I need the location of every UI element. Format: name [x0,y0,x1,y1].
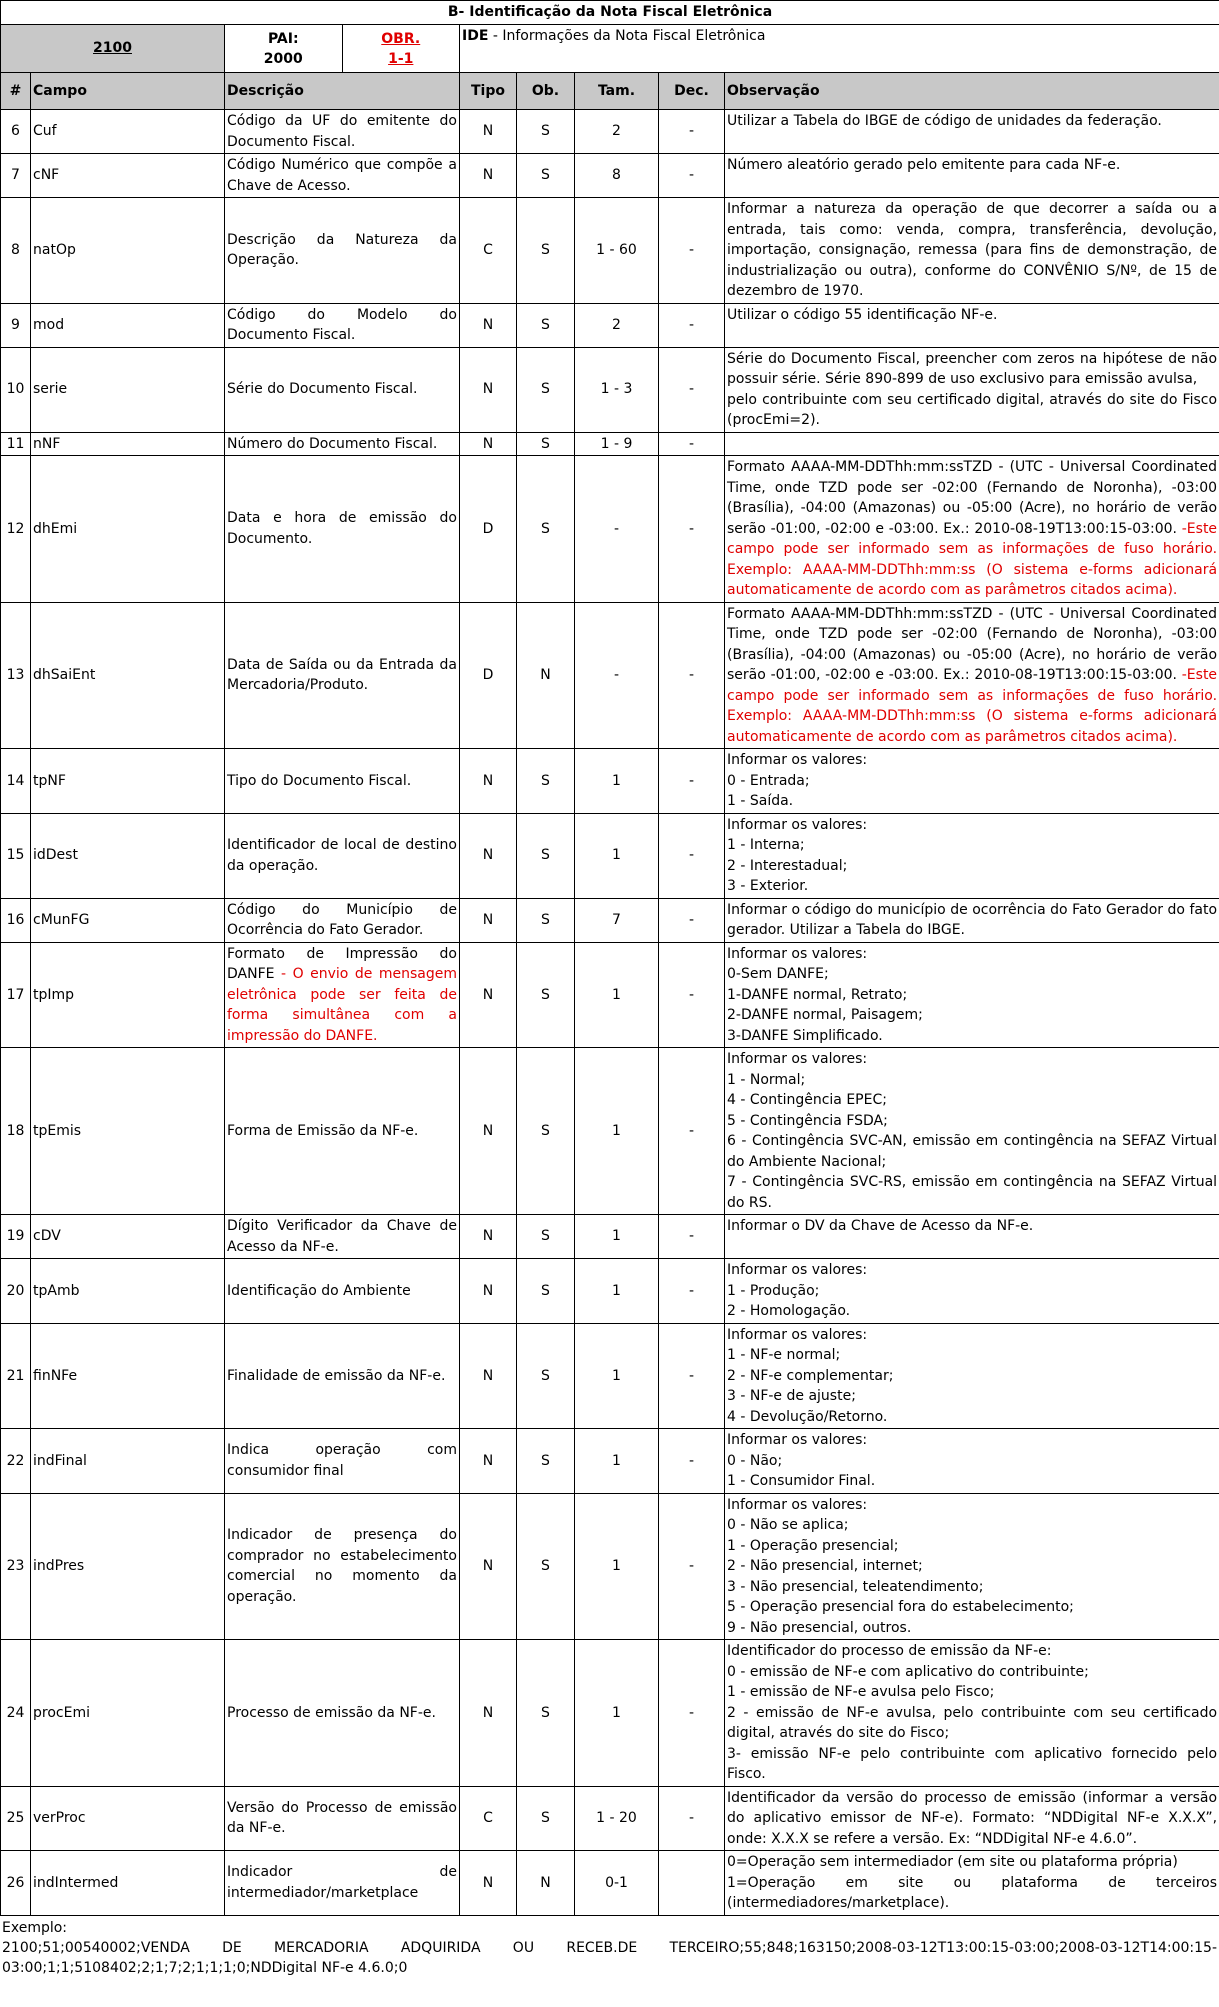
column-headers [1,73,1219,110]
description-text: Processo de emissão da NF-e. [227,1704,436,1721]
description-text: Indicador de presença do comprador no estabelecimento comercial no momento da operação. [227,1527,457,1605]
table-row [1,198,1219,304]
description-note: - O envio de mensagem eletrônica pode ser feita de forma simultânea com a impressão do DANFE. [227,966,457,1044]
field-tipo: N [460,347,517,432]
observacao-line: Identificador da versão do processo de emissão (informar a versão do aplicativo emissor de NF-e). Formato: “NDDigital NF-e X.X.X”, onde: X.X.X se refere a versão. Ex: “NDDigital NF-e 4.6.0”. [727,1789,1218,1847]
example-label: Exemplo: [2,1919,68,1936]
observacao-line: Informar os valores: [727,1326,868,1343]
row-number: 25 [1,1786,31,1851]
field-tam: 1 [575,1493,659,1640]
field-tam: 2 [575,110,659,154]
observacao-line: 1 - emissão de NF-e avulsa pelo Fisco; [727,1684,995,1700]
field-dec: - [659,198,725,304]
field-tam: 1 - 9 [575,432,659,456]
observacao-line: 1 - Normal; [727,1071,806,1088]
observacao-line: 0 - Não se aplica; [727,1517,849,1533]
field-name: mod [31,303,225,347]
observacao-line: 7 - Contingência SVC-RS, emissão em contingência na SEFAZ Virtual do RS. [727,1174,1218,1211]
field-ob: S [517,303,575,347]
field-observacao [725,1259,1219,1324]
table-row [1,347,1219,432]
field-description [225,813,460,898]
description-text: Número do Documento Fiscal. [227,435,438,452]
observacao-line: 0-Sem DANFE; [727,966,829,982]
description-text: Código do Modelo do Documento Fiscal. [227,306,457,343]
field-name: Cuf [31,110,225,154]
group-header [1,25,1219,73]
field-description [225,1259,460,1324]
observacao-line: Informar os valores: [727,1496,868,1513]
row-number: 24 [1,1640,31,1787]
field-description [225,1851,460,1916]
field-tam: 1 [575,942,659,1048]
description-text: Formato de Impressão do DANFE [227,945,457,982]
description-text: Versão do Processo de emissão da NF-e. [227,1799,457,1837]
observacao-line: Informar o DV da Chave de Acesso da NF-e. [727,1218,1034,1234]
field-dec: - [659,154,725,198]
observacao-line: 1 - Interna; [727,837,805,853]
field-observacao [725,1493,1219,1640]
field-tam: 1 [575,1048,659,1215]
col-num: # [1,73,31,110]
field-description [225,1493,460,1640]
observacao-line: Utilizar a Tabela do IBGE de código de unidades da federação. [727,113,1162,129]
field-dec: - [659,749,725,814]
field-description [225,1048,460,1215]
field-dec: - [659,942,725,1048]
field-dec: - [659,456,725,603]
col-tam: Tam. [575,73,659,110]
col-tipo: Tipo [460,73,517,110]
observacao-line: 2-DANFE normal, Paisagem; [727,1007,923,1023]
field-observacao [725,942,1219,1048]
field-dec: - [659,898,725,942]
field-tipo: N [460,1640,517,1787]
field-name: idDest [31,813,225,898]
table-row [1,456,1219,603]
field-tipo: N [460,749,517,814]
observacao-line: Informar os valores: [727,816,868,833]
field-tam: 1 - 20 [575,1786,659,1851]
field-ob: S [517,1215,575,1259]
field-name: natOp [31,198,225,304]
field-observacao [725,1048,1219,1215]
ide-description [460,25,1219,73]
field-dec: - [659,1429,725,1494]
field-tipo: N [460,898,517,942]
field-name: tpNF [31,749,225,814]
table-row [1,749,1219,814]
description-text: Código Numérico que compõe a Chave de Acesso. [227,157,457,194]
group-code: 2100 [1,25,225,73]
field-ob: S [517,942,575,1048]
field-ob: N [517,1851,575,1916]
field-tam: 1 [575,1323,659,1429]
field-tipo: D [460,456,517,603]
table-row [1,1493,1219,1640]
observacao-line: Informar o código do município de ocorrência do Fato Gerador do fato gerador. Utilizar a Tabela do IBGE. [727,901,1218,938]
field-description [225,898,460,942]
row-number: 20 [1,1259,31,1324]
field-observacao [725,303,1219,347]
field-tam: 1 [575,1640,659,1787]
field-observacao [725,1323,1219,1429]
field-tipo: D [460,602,517,749]
field-description [225,1429,460,1494]
field-dec: - [659,602,725,749]
field-dec: - [659,1493,725,1640]
ide-text: - Informações da Nota Fiscal Eletrônica [488,28,766,44]
field-name: nNF [31,432,225,456]
observacao-line: pelo contribuinte com seu certificado digital, através do site do Fisco (procEmi=2). [727,391,1218,428]
field-description [225,749,460,814]
field-description [225,602,460,749]
row-number: 19 [1,1215,31,1259]
field-tipo: N [460,1429,517,1494]
table-row [1,432,1219,456]
description-text: Indica operação com consumidor final [227,1442,457,1479]
row-number: 18 [1,1048,31,1215]
field-dec: - [659,813,725,898]
description-text: Código da UF do emitente do Documento Fiscal. [227,113,457,150]
field-description [225,1323,460,1429]
field-ob: S [517,347,575,432]
field-ob: S [517,1429,575,1494]
field-ob: S [517,110,575,154]
field-observacao [725,898,1219,942]
table-row [1,1048,1219,1215]
observacao-line: 5 - Contingência FSDA; [727,1112,888,1129]
field-tipo: C [460,1786,517,1851]
field-name: tpAmb [31,1259,225,1324]
observacao-line: 1 - Saída. [727,793,794,809]
field-tipo: N [460,1851,517,1916]
observacao-line: 2 - Não presencial, internet; [727,1558,923,1574]
observacao-line: Informar os valores: [727,1432,868,1448]
field-dec: - [659,1048,725,1215]
field-ob: S [517,813,575,898]
observacao-line: 0 - emissão de NF-e com aplicativo do contribuinte; [727,1663,1089,1680]
field-tipo: N [460,303,517,347]
field-name: procEmi [31,1640,225,1787]
row-number: 16 [1,898,31,942]
observacao-line: 1 - NF-e normal; [727,1347,841,1363]
field-description [225,942,460,1048]
field-observacao [725,198,1219,304]
field-name: tpEmis [31,1048,225,1215]
field-description [225,432,460,456]
field-name: dhSaiEnt [31,602,225,749]
field-tipo: N [460,1493,517,1640]
field-tipo: N [460,1215,517,1259]
field-dec: - [659,347,725,432]
pai-cell [225,25,342,72]
observacao-line: Informar os valores: [727,1262,868,1278]
field-description [225,1640,460,1787]
field-observacao [725,1215,1219,1259]
field-name: cMunFG [31,898,225,942]
observacao-line: Série do Documento Fiscal, preencher com zeros na hipótese de não possuir série. Série 890-899 de uso exclusivo para emissão avulsa, [727,350,1218,387]
example-text-line1: 2100;51;00540002;VENDA DE MERCADORIA ADQUIRIDA OU RECEB.DE TERCEIRO;55;848;163150;2008-03-12T13:00:15-03:00;2008-03-12T14:00:15- [2,1939,1217,1956]
field-tam: 1 - 60 [575,198,659,304]
field-dec: - [659,1323,725,1429]
field-name: cNF [31,154,225,198]
table-row [1,602,1219,749]
observacao-line: Informar os valores: [727,752,868,768]
field-observacao [725,432,1219,456]
row-number: 23 [1,1493,31,1640]
obr-cell [342,25,459,72]
observacao-note: -Este campo pode ser informado sem as informações de fuso horário. Exemplo: AAAA-MM-DDThh:mm:ss (O sistema e-forms adicionará automaticamente de acordo com as parâmetros citados acima). [727,667,1218,745]
field-observacao [725,1786,1219,1851]
row-number: 6 [1,110,31,154]
field-ob: N [517,602,575,749]
field-name: cDV [31,1215,225,1259]
field-dec: - [659,1640,725,1787]
row-number: 17 [1,942,31,1048]
field-ob: S [517,154,575,198]
field-description [225,198,460,304]
field-tam: 7 [575,898,659,942]
description-text: Tipo do Documento Fiscal. [227,772,412,789]
observacao-line: Informar os valores: [727,1051,868,1067]
field-dec: - [659,1259,725,1324]
field-ob: S [517,749,575,814]
observacao-line: Identificador do processo de emissão da NF-e: [727,1643,1052,1659]
field-observacao [725,749,1219,814]
observacao-line: 0 - Entrada; [727,772,810,789]
field-ob: S [517,1323,575,1429]
field-tipo: N [460,1259,517,1324]
observacao-line: Informar a natureza da operação de que decorrer a saída ou a entrada, tais como: venda, compra, transferência, devolução, importação, consignação, remessa (para fins de demonstração, de industrialização ou outra), conforme do CONVÊNIO S/Nº, de 15 de dezembro de 1970. [727,201,1218,299]
row-number: 10 [1,347,31,432]
example-text-line2: 03:00;1;1;5108402;2;1;7;2;1;1;1;0;NDDigital NF-e 4.6.0;0 [2,1959,408,1976]
row-number: 22 [1,1429,31,1494]
col-campo: Campo [31,73,225,110]
table-row [1,110,1219,154]
table-row [1,1323,1219,1429]
field-observacao [725,1429,1219,1494]
field-tam: 2 [575,303,659,347]
col-ob: Ob. [517,73,575,110]
field-tipo: N [460,110,517,154]
field-tipo: N [460,1323,517,1429]
observacao-line: 1 - Consumidor Final. [727,1473,876,1489]
field-description [225,1215,460,1259]
description-text: Forma de Emissão da NF-e. [227,1122,419,1139]
row-number: 21 [1,1323,31,1429]
group-meta [225,25,460,73]
observacao-text: Formato AAAA-MM-DDThh:mm:ssTZD - (UTC - Universal Coordinated Time, onde TZD pode ser -02:00 (Fernando de Noronha), -03:00 (Brasília), -04:00 (Amazonas) ou -05:00 (Acre), no horário de verão serão -01:00, -02:00 e -03:00. Ex.: 2010-08-19T13:00:15-03:00. [727,459,1218,537]
field-ob: S [517,432,575,456]
obr-label: OBR. [381,30,421,47]
field-tipo: N [460,813,517,898]
col-dec: Dec. [659,73,725,110]
observacao-line: 1-DANFE normal, Retrato; [727,986,908,1003]
example-block [0,1916,1219,1980]
field-name: tpImp [31,942,225,1048]
observacao-line: 0=Operação sem intermediador (em site ou plataforma própria) [727,1854,1178,1870]
observacao-line: Informar os valores: [727,945,868,962]
field-tam: 1 [575,813,659,898]
field-tipo: N [460,432,517,456]
observacao-line: Utilizar o código 55 identificação NF-e. [727,306,998,323]
field-name: verProc [31,1786,225,1851]
description-text: Série do Documento Fiscal. [227,381,418,398]
row-number: 9 [1,303,31,347]
field-observacao [725,347,1219,432]
field-dec: - [659,1215,725,1259]
row-number: 14 [1,749,31,814]
ide-code: IDE [462,28,489,44]
field-dec: - [659,303,725,347]
observacao-line: 2 - NF-e complementar; [727,1367,894,1384]
pai-label: PAI: [267,30,299,47]
observacao-line: 3-DANFE Simplificado. [727,1027,883,1044]
description-text: Indicador de intermediador/marketplace [227,1864,457,1901]
description-text: Código do Município de Ocorrência do Fato Gerador. [227,901,457,938]
field-dec: - [659,110,725,154]
pai-value: 2000 [263,50,303,67]
row-number: 13 [1,602,31,749]
observacao-line: 6 - Contingência SVC-AN, emissão em contingência na SEFAZ Virtual do Ambiente Nacional; [727,1133,1218,1170]
row-number: 26 [1,1851,31,1916]
observacao-line: 1 - Produção; [727,1282,820,1299]
field-description [225,110,460,154]
table-row [1,813,1219,898]
observacao-line: 3 - Não presencial, teleatendimento; [727,1578,984,1595]
field-ob: S [517,1259,575,1324]
observacao-line: 9 - Não presencial, outros. [727,1619,912,1636]
field-observacao [725,602,1219,749]
col-observacao: Observação [725,73,1219,110]
table-row [1,303,1219,347]
description-text: Descrição da Natureza da Operação. [227,231,457,269]
observacao-line: 2 - emissão de NF-e avulsa, pelo contribuinte com seu certificado digital, através do site do Fisco; [727,1704,1218,1741]
field-ob: S [517,1493,575,1640]
field-tipo: C [460,198,517,304]
description-text: Data e hora de emissão do Documento. [227,510,457,547]
col-descricao: Descrição [225,73,460,110]
description-text: Identificador de local de destino da operação. [227,837,457,874]
observacao-line: 3 - Exterior. [727,878,809,894]
field-tam: 1 [575,749,659,814]
row-number: 11 [1,432,31,456]
field-observacao [725,154,1219,198]
field-ob: S [517,456,575,603]
observacao-line: 5 - Operação presencial fora do estabelecimento; [727,1599,1074,1615]
table-row [1,1259,1219,1324]
field-dec [659,1851,725,1916]
table-row [1,1851,1219,1916]
field-name: serie [31,347,225,432]
field-description [225,154,460,198]
observacao-line: 1 - Operação presencial; [727,1537,899,1554]
observacao-line: 4 - Contingência EPEC; [727,1092,887,1108]
field-ob: S [517,1786,575,1851]
observacao-line: 3- emissão NF-e pelo contribuinte com aplicativo fornecido pelo Fisco. [727,1745,1218,1782]
field-description [225,456,460,603]
row-number: 15 [1,813,31,898]
field-name: finNFe [31,1323,225,1429]
field-name: dhEmi [31,456,225,603]
field-tam: - [575,602,659,749]
table-row [1,1429,1219,1494]
observacao-line: Número aleatório gerado pelo emitente para cada NF-e. [727,157,1121,173]
observacao-line: 2 - Interestadual; [727,857,848,874]
field-dec: - [659,432,725,456]
description-text: Identificação do Ambiente [227,1282,411,1299]
field-tam: 1 [575,1215,659,1259]
field-name: indIntermed [31,1851,225,1916]
observacao-line: 3 - NF-e de ajuste; [727,1388,856,1404]
obr-value: 1-1 [388,50,414,67]
field-name: indPres [31,1493,225,1640]
row-number: 12 [1,456,31,603]
field-tam: 1 [575,1429,659,1494]
row-number: 8 [1,198,31,304]
field-name: indFinal [31,1429,225,1494]
field-tam: 8 [575,154,659,198]
table-row [1,1786,1219,1851]
field-tipo: N [460,1048,517,1215]
section-title: B- Identificação da Nota Fiscal Eletrônica [1,1,1219,25]
field-description [225,303,460,347]
field-description [225,347,460,432]
table-row [1,898,1219,942]
field-ob: S [517,1048,575,1215]
observacao-text: Formato AAAA-MM-DDThh:mm:ssTZD - (UTC - Universal Coordinated Time, onde TZD pode ser -02:00 (Fernando de Noronha), -03:00 (Brasília), -04:00 (Amazonas) ou -05:00 (Acre), no horário de verão serão -01:00, -02:00 e -03:00. Ex.: 2010-08-19T13:00:15-03:00. [727,605,1218,683]
field-observacao [725,1851,1219,1916]
field-ob: S [517,898,575,942]
table-row [1,942,1219,1048]
observacao-line: 0 - Não; [727,1452,783,1469]
observacao-line: 2 - Homologação. [727,1303,851,1319]
field-tam: 1 [575,1259,659,1324]
field-observacao [725,1640,1219,1787]
description-text: Finalidade de emissão da NF-e. [227,1367,446,1384]
field-ob: S [517,1640,575,1787]
table-row [1,154,1219,198]
field-tipo: N [460,942,517,1048]
table-row [1,1215,1219,1259]
field-observacao [725,813,1219,898]
description-text: Data de Saída ou da Entrada da Mercadoria/Produto. [227,656,457,694]
observacao-line: 4 - Devolução/Retorno. [727,1408,888,1425]
field-description [225,1786,460,1851]
field-tipo: N [460,154,517,198]
field-tam: 1 - 3 [575,347,659,432]
row-number: 7 [1,154,31,198]
field-observacao [725,110,1219,154]
field-dec: - [659,1786,725,1851]
field-observacao [725,456,1219,603]
observacao-line: 1=Operação em site ou plataforma de terceiros (intermediadores/marketplace). [727,1874,1218,1911]
field-tam: 0-1 [575,1851,659,1916]
description-text: Dígito Verificador da Chave de Acesso da NF-e. [227,1218,457,1255]
field-ob: S [517,198,575,304]
observacao-note: -Este campo pode ser informado sem as informações de fuso horário. Exemplo: AAAA-MM-DDThh:mm:ss (O sistema e-forms adicionará automaticamente de acordo com as parâmetros citados acima). [727,520,1218,598]
table-row [1,1640,1219,1787]
field-tam: - [575,456,659,603]
